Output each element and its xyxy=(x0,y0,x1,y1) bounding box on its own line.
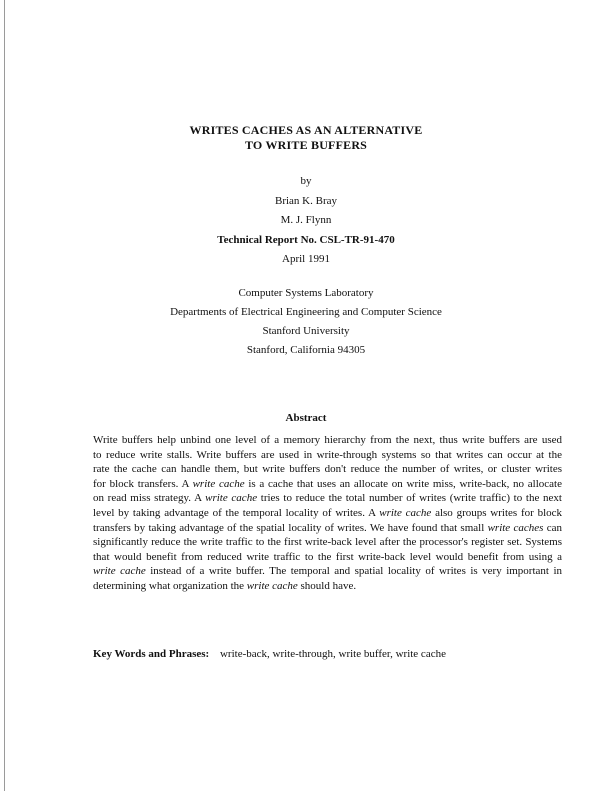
text-run: instead of a write buffer. The temporal and spatial locality of writes is very important in xyxy=(150,565,563,578)
abstract-body xyxy=(93,433,562,594)
abstract-line xyxy=(93,477,562,492)
abstract-line xyxy=(93,491,562,506)
italic-term: write cache xyxy=(192,477,245,490)
report-date: April 1991 xyxy=(282,253,330,265)
title-line-2: TO WRITE BUFFERS xyxy=(244,137,368,152)
report-number: Technical Report No. CSL-TR-91-470 xyxy=(217,233,395,246)
location: Stanford, California 94305 xyxy=(246,344,366,356)
abstract-line xyxy=(93,506,562,521)
text-run: also groups writes for block xyxy=(435,506,563,519)
text-run: tries to reduce the total number of writes (write traffic) to the next xyxy=(260,492,562,505)
text-run: level by taking advantage of the temporal locality of writes. A xyxy=(93,506,376,519)
italic-term: write cache xyxy=(205,492,258,505)
text-run: should have. xyxy=(300,579,357,592)
text-run: for block transfers. A xyxy=(93,477,189,490)
italic-term: write cache xyxy=(379,506,432,519)
text-run: transfers by taking advantage of the spatial locality of writes. We have found that small xyxy=(93,521,485,534)
author-2: M. J. Flynn xyxy=(280,214,332,226)
text-run: is a cache that uses an allocate on write miss, write-back, no allocate xyxy=(248,477,562,490)
page-edge-rule xyxy=(4,0,5,791)
italic-term: write caches xyxy=(487,521,544,534)
text-run: on read miss strategy. A xyxy=(93,492,202,505)
affiliation xyxy=(0,284,612,360)
abstract-line xyxy=(93,579,562,594)
report-title xyxy=(0,123,612,152)
abstract-line: Write buffers help unbind one level of a memory hierarchy from the next, thus write buffers are used xyxy=(93,434,562,446)
university: Stanford University xyxy=(262,325,350,337)
keywords xyxy=(93,648,446,660)
departments: Departments of Electrical Engineering and Computer Science xyxy=(170,306,442,318)
by-word: by xyxy=(300,175,312,187)
abstract-line: to reduce write stalls. Write buffers are used in write-through systems so that writes can occur at the xyxy=(93,448,562,461)
italic-term: write cache xyxy=(93,565,146,578)
byline xyxy=(0,172,612,270)
abstract-line xyxy=(93,521,562,536)
text-run: determining what organization the xyxy=(93,579,245,592)
abstract-line: rate the cache can handle them, but write buffers don't reduce the number of writes, or cluster writes xyxy=(93,463,562,476)
abstract-line: significantly reduce the write traffic to the first write-back level after the processor's register set. Systems xyxy=(93,536,562,549)
title-line-1: WRITES CACHES AS AN ALTERNATIVE xyxy=(189,123,423,137)
italic-term: write cache xyxy=(246,579,298,592)
keywords-label: Key Words and Phrases: xyxy=(93,648,210,660)
lab-name: Computer Systems Laboratory xyxy=(238,287,374,299)
text-run: can xyxy=(546,521,563,534)
abstract-line xyxy=(93,564,562,579)
abstract-heading: Abstract xyxy=(285,412,327,424)
abstract-line: that would benefit from reduced write traffic to the first write-back level would benefit from using a xyxy=(93,550,562,563)
keywords-value: write-back, write-through, write buffer, write cache xyxy=(219,648,446,660)
author-1: Brian K. Bray xyxy=(274,194,337,207)
